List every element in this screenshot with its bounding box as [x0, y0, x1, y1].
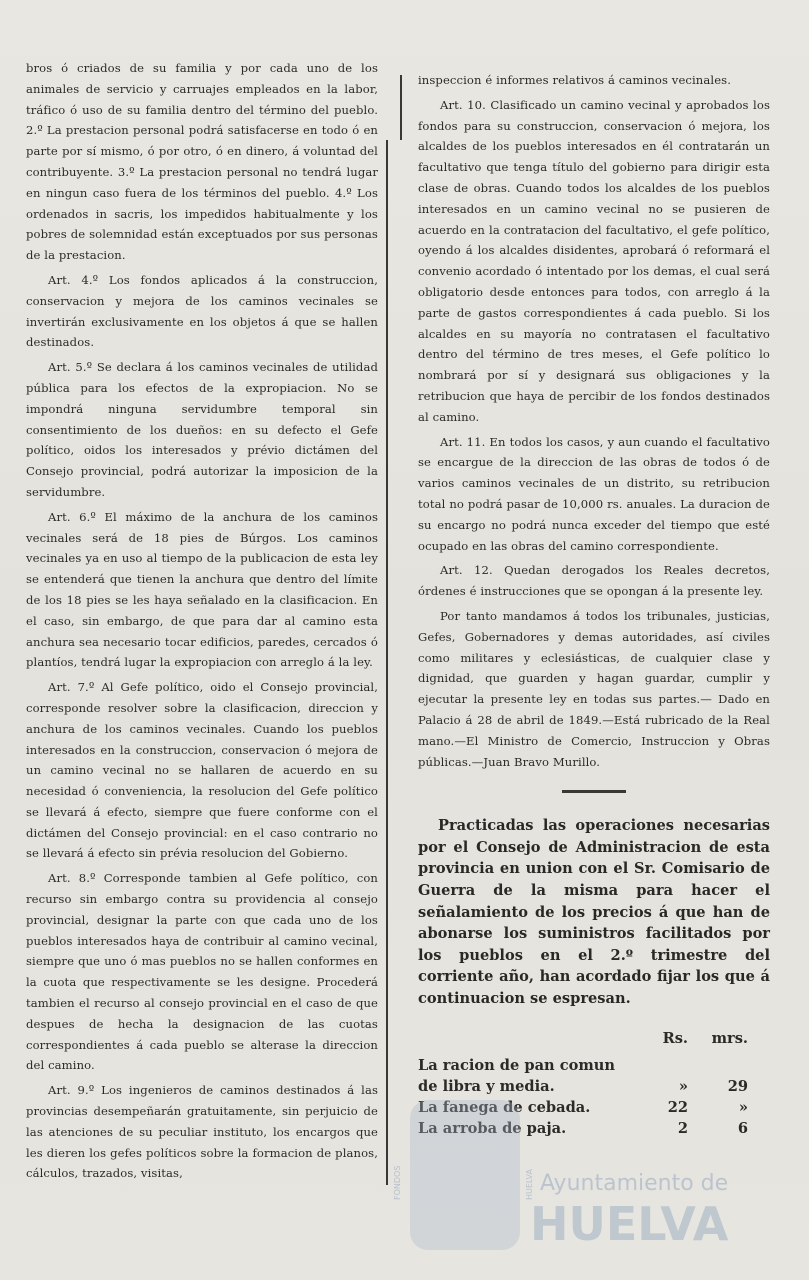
watermark-side-left: FONDOS: [393, 1165, 402, 1200]
price-rs: 2: [677, 1119, 688, 1137]
price-notice: Practicadas las operaciones necesarias por el Consejo de Administracion de esta provincia en union con el Sr. Comisario de Guerra de la misma para hacer el señalamiento de los precios á que han de abonarse los suministros facilitados por los pueblos en el 2.º trimestre del corriente año, han acordado fijar los que á continuacion se espresan.: [418, 817, 770, 1008]
article-7: Art. 7.º Al Gefe político, oido el Consejo provincial, corresponde resolver sobre la clasificacion, direccion y anchura de los caminos vecinales. Cuando los pueblos interesados en la construccion, conservacion ó mejora de un camino vecinal no se hallaren de acuerdo en su necesidad ó conveniencia, la resolucion del Gefe político se llevará á efecto, siempre que fuere conforme con el dictámen del Consejo provincial: en el caso contrario no se llevará á efecto sin prévia resolucion del Gobierno.: [26, 680, 378, 861]
article-10: Art. 10. Clasificado un camino vecinal y aprobados los fondos para su construccion, conservacion ó mejora, los alcaldes de los pueblos interesados en él contratarán un facultativo que tenga título del gobierno para dirigir esta clase de obras. Cuando todos los alcaldes de los pueblos interesados en un camino vecinal no se pusieren de acuerdo en la contratacion del facultativo, el gefe político, oyendo á los alcaldes disidentes, aprobará ó reformará el convenio acordado ó intentado por los demas, el cual será obligatorio desde entonces para todos, con arreglo á la parte de gastos correspondientes á cada pueblo. Si los alcaldes en su mayoría no contratasen el facultativo dentro del término de tres meses, el Gefe político lo nombrará por sí y designará sus obligaciones y la retribucion que haya de percibir de los fondos destinados al camino.: [418, 97, 770, 424]
article-12: Art. 12. Quedan derogados los Reales decretos, órdenes é instrucciones que se opongan á la presente ley.: [418, 563, 770, 599]
column-rule: [386, 140, 388, 1185]
left-column: [26, 0, 378, 1184]
article-4: Art. 4.º Los fondos aplicados á la construccion, conservacion y mejora de los caminos vecinales se invertirán exclusivamente en los objetos á que se hallen destinados.: [26, 272, 378, 350]
right-column: [418, 0, 770, 1139]
article-8: Art. 8.º Corresponde tambien al Gefe político, con recurso sin embargo contra su providencia al consejo provincial, designar la parte con que cada uno de los pueblos interesados haya de contribuir al camino vecinal, siempre que uno ó mas pueblos no se hallen conformes en la cuota que respectivamente se les designe. Procederá tambien el recurso al consejo provincial en el caso de que despues de hecha la designacion de las cuotas correspondientes á cada pueblo se alterase la direccion del camino.: [26, 871, 378, 1073]
watermark-line2: HUELVA: [530, 1197, 729, 1251]
price-row: [418, 1097, 748, 1118]
watermark-side-right: HUELVA: [525, 1169, 534, 1200]
price-item: La fanega de cebada.: [418, 1098, 591, 1116]
price-item: La racion de pan comun de libra y media.: [418, 1056, 616, 1095]
column-rule-top: [400, 75, 402, 140]
price-row: [418, 1118, 748, 1139]
promulgation-paragraph: Por tanto mandamos á todos los tribunales, justicias, Gefes, Gobernadores y demas autoridades, así civiles como militares y eclesiásticas, de cualquier clase y dignidad, que guarden y hagan guardar, cumplir y ejecutar la presente ley en todas sus partes.— Dado en Palacio á 28 de abril de 1849.—Está rubricado de la Real mano.—El Ministro de Comercio, Instruccion y Obras públicas.—Juan Bravo Murillo.: [418, 608, 770, 769]
price-rs: 22: [667, 1098, 688, 1116]
price-table-header: [418, 1028, 748, 1055]
header-rs: Rs.: [662, 1029, 688, 1047]
price-row: [418, 1055, 748, 1097]
price-rs: »: [678, 1077, 688, 1095]
price-mrs: »: [738, 1098, 748, 1116]
article-5: Art. 5.º Se declara á los caminos vecinales de utilidad pública para los efectos de la expropiacion. No se impondrá ninguna servidumbre temporal sin consentimiento de los dueños: en su defecto el Gefe político, oidos los interesados y prévio dictámen del Consejo provincial, podrá autorizar la imposicion de la servidumbre.: [26, 360, 378, 499]
price-mrs: 6: [737, 1119, 748, 1137]
article-11: Art. 11. En todos los casos, y aun cuando el facultativo se encargue de la direccion de las obras de todos ó de varios caminos vecinales de un distrito, su retribucion total no podrá pasar de 10,000 rs. anuales. La duracion de su encargo no podrá nunca exceder del tiempo que esté ocupado en las obras del camino correspondiente.: [418, 434, 770, 553]
paragraph-continuation: bros ó criados de su familia y por cada uno de los animales de servicio y carruajes empleados en la labor, tráfico ó uso de su familia dentro del término del pueblo. 2.º La prestacion personal podrá satisfacerse en todo ó en parte por sí mismo, ó por otro, ó en dinero, á voluntad del contribuyente. 3.º La prestacion personal no tendrá lugar en ningun caso fuera de los términos del pueblo. 4.º Los ordenados in sacris, los impedidos habitualmente y los pobres de solemnidad están exceptuados por sus personas de la prestacion.: [26, 61, 378, 263]
header-mrs: mrs.: [711, 1029, 748, 1047]
price-item: La arroba de paja.: [418, 1119, 567, 1137]
article-9: Art. 9.º Los ingenieros de caminos destinados á las provincias desempeñarán gratuitamente, sin perjuicio de las atenciones de su peculiar instituto, los encargos que les dieren los gefes políticos sobre la formacion de planos, cálculos, trazados, visitas,: [26, 1083, 378, 1181]
paragraph-continuation-right: inspeccion é informes relativos á caminos vecinales.: [418, 73, 731, 87]
article-6: Art. 6.º El máximo de la anchura de los caminos vecinales será de 18 pies de Búrgos. Los caminos vecinales ya en uso al tiempo de la publicacion de esta ley se entenderá que tienen la anchura que dentro del límite de los 18 pies se les haya señalado en la clasificacion. En el caso, sin embargo, de que para dar al camino esta anchura sea necesario tocar edificios, paredes, cercados ó plantíos, tendrá lugar la expropiacion con arreglo á la ley.: [26, 509, 378, 670]
section-divider: [562, 790, 626, 793]
price-table: [418, 1028, 748, 1139]
price-mrs: 29: [727, 1077, 748, 1095]
watermark-line1: Ayuntamiento de: [540, 1171, 729, 1196]
